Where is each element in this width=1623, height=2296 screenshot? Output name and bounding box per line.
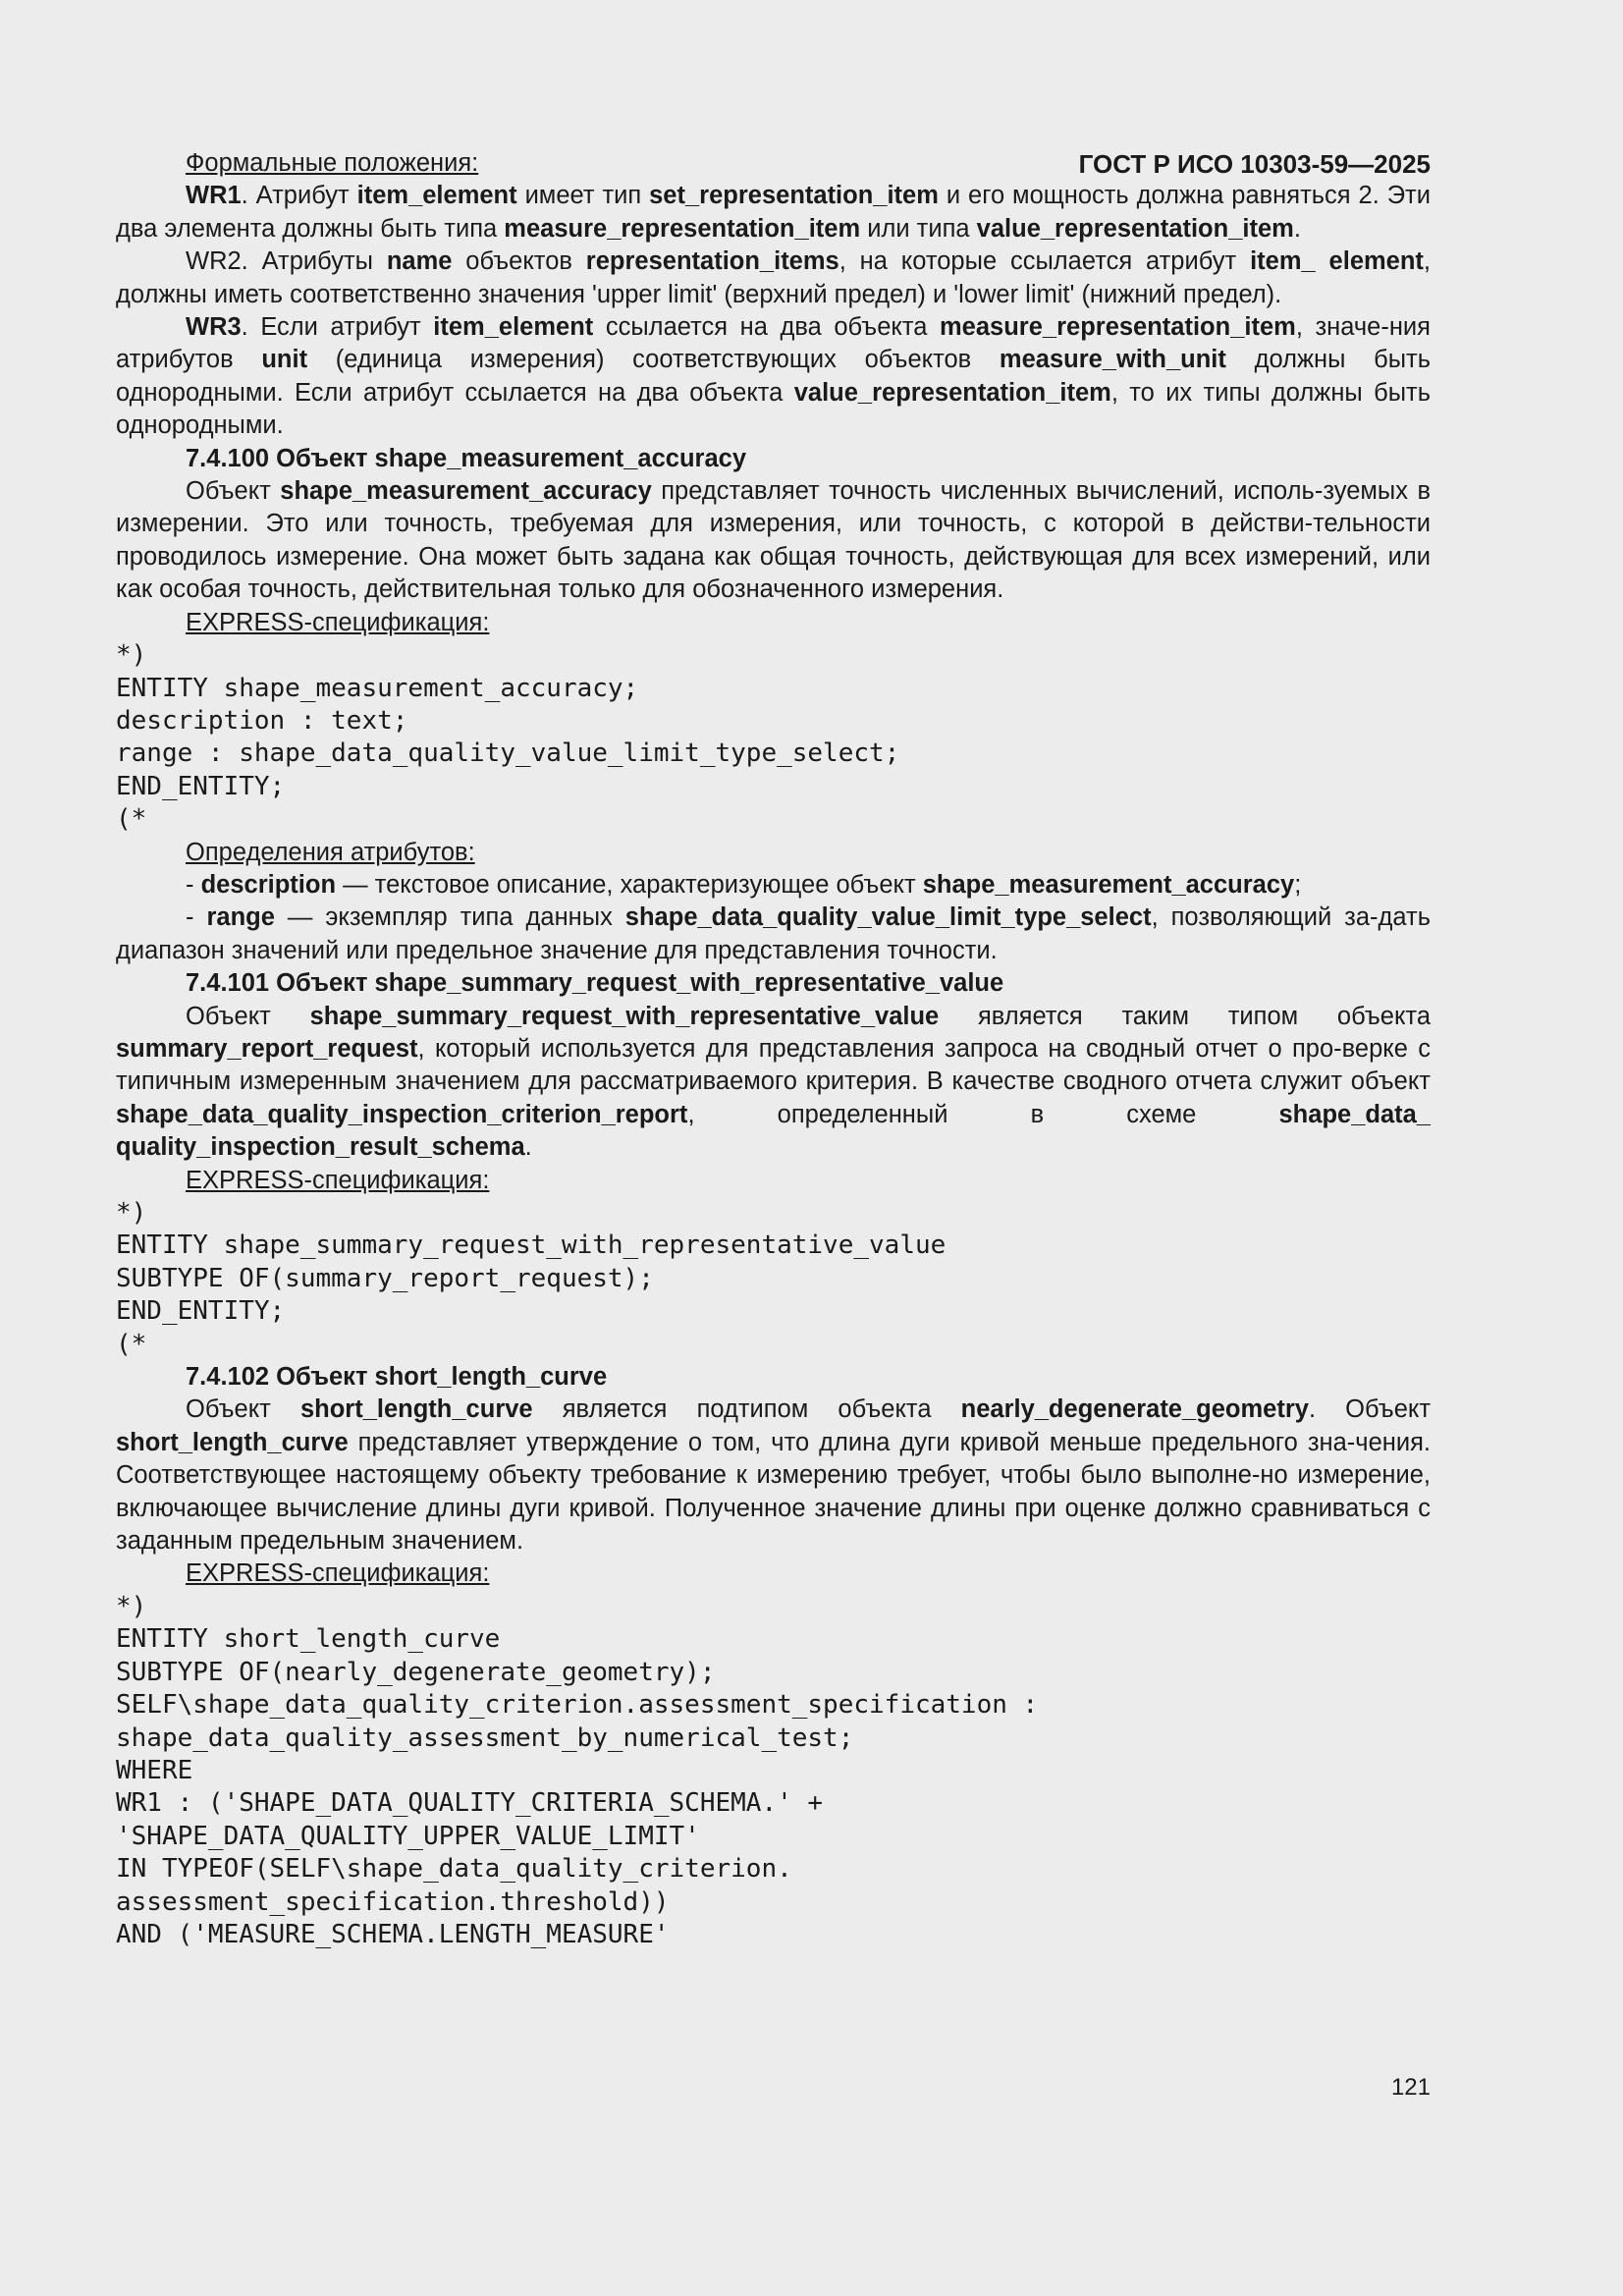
identifier-term: measure_representation_item: [504, 214, 861, 243]
page-number: 121: [1390, 2074, 1431, 2101]
code-line: ENTITY short_length_curve: [116, 1624, 501, 1655]
document-header: ГОСТ Р ИСО 10303-59—2025: [1078, 149, 1431, 179]
identifier-term: shape_data_quality_inspection_criterion_report: [116, 1100, 688, 1128]
code-line: AND ('MEASURE_SCHEMA.LENGTH_MEASURE': [116, 1919, 670, 1949]
text-run: ;: [1294, 870, 1302, 899]
text-run: является таким типом объекта: [939, 1002, 1431, 1030]
text-run: .: [1293, 214, 1301, 243]
identifier-term: shape_summary_request_with_representative_value: [309, 1002, 940, 1030]
identifier-term: set_representation_item: [649, 182, 939, 210]
text-run: . Атрибут: [241, 182, 357, 210]
page-body: [116, 147, 1431, 1951]
text-run: , то их типы должны быть однородными.: [116, 378, 1431, 440]
identifier-term: item_element: [356, 182, 517, 210]
text-run: является подтипом объекта: [532, 1395, 961, 1424]
code-line: IN TYPEOF(SELF\shape_data_quality_criterion.: [116, 1854, 792, 1885]
identifier-term: shape_data_ quality_inspection_result_schema: [116, 1100, 1431, 1162]
section-para-7-4-101: [116, 1001, 1431, 1165]
text-run: Объект: [186, 1002, 310, 1030]
text-run: представляет утверждение о том, что длина дуги кривой меньше предельного зна-чения. Соответствующее настоящему объекту требование к измерению требует, чтобы было выполне-но измерение, включающее вычисление длины дуги кривой. Полученное значение длины при оценке должно сравниваться с заданным предельным значением.: [116, 1428, 1431, 1556]
rule-wr3: [116, 311, 1431, 443]
text-run: -: [186, 870, 201, 899]
identifier-term: item_ element: [1250, 247, 1424, 276]
text-run: (единица измерения) соответствующих объектов: [307, 346, 1000, 374]
code-line: *): [116, 1198, 147, 1228]
code-line: shape_data_quality_assessment_by_numerical_test;: [116, 1722, 854, 1753]
identifier-term: value_representation_item: [976, 214, 1294, 243]
text-run: Объект: [186, 477, 281, 506]
code-line: SUBTYPE OF(nearly_degenerate_geometry);: [116, 1657, 716, 1687]
code-line: (*: [116, 804, 147, 835]
express-code-block: [116, 1591, 1431, 1951]
identifier-term: nearly_degenerate_geometry: [960, 1395, 1309, 1424]
text-run: WR2. Атрибуты: [186, 247, 387, 276]
identifier-term: shape_measurement_accuracy: [280, 477, 652, 506]
code-line: *): [116, 640, 147, 671]
code-line: ENTITY shape_measurement_accuracy;: [116, 673, 639, 703]
identifier-term: item_element: [433, 313, 594, 342]
text-run: — экземпляр типа данных: [274, 903, 625, 932]
text-run: имеет тип: [516, 182, 650, 210]
express-label: EXPRESS-спецификация:: [186, 1559, 490, 1588]
formal-heading: Формальные положения:: [186, 149, 479, 177]
text-run: , должны иметь соответственно значения 'upper limit' (верхний предел) и 'lower limit' (нижний предел).: [116, 247, 1432, 308]
attr-def-range: [116, 902, 1431, 967]
text-run: или типа: [860, 214, 977, 243]
text-run: , позволяющий за-дать диапазон значений или предельное значение для представления точности.: [116, 903, 1431, 964]
code-line: SELF\shape_data_quality_criterion.assessment_specification :: [116, 1690, 1039, 1721]
express-code-block: [116, 1197, 1431, 1361]
code-line: range : shape_data_quality_value_limit_type_select;: [116, 738, 900, 769]
identifier-term: representation_items: [585, 247, 839, 276]
code-line: SUBTYPE OF(summary_report_request);: [116, 1263, 654, 1293]
express-code-block: [116, 639, 1431, 836]
code-line: END_ENTITY;: [116, 1296, 286, 1327]
text-run: . Объект: [1308, 1395, 1431, 1424]
code-line: *): [116, 1591, 147, 1621]
code-line: 'SHAPE_DATA_QUALITY_UPPER_VALUE_LIMIT': [116, 1821, 700, 1851]
section-heading-7-4-101: 7.4.101 Объект shape_summary_request_with_representative_value: [186, 969, 1004, 998]
identifier-term: short_length_curve: [299, 1395, 533, 1424]
express-label: EXPRESS-спецификация:: [186, 1166, 490, 1194]
section-heading-7-4-100: 7.4.100 Объект shape_measurement_accuracy: [186, 444, 746, 472]
text-run: .: [524, 1133, 532, 1162]
text-run: ссылается на два объекта: [593, 313, 940, 342]
code-line: WHERE: [116, 1755, 193, 1785]
code-line: assessment_specification.threshold)): [116, 1886, 670, 1917]
text-run: должны быть однородными. Если атрибут ссылается на два объекта: [116, 346, 1432, 407]
text-run: , который используется для представления запроса на сводный отчет о про-верке с типичным измеренным значением для рассматриваемого критерия. В качестве сводного отчета служит объект: [116, 1034, 1431, 1096]
section-para-7-4-100: [116, 475, 1431, 607]
text-run: объектов: [452, 247, 586, 276]
code-line: description : text;: [116, 705, 408, 736]
code-line: WR1 : ('SHAPE_DATA_QUALITY_CRITERIA_SCHEMA.' +: [116, 1788, 824, 1819]
text-run: , определенный в схеме: [687, 1100, 1279, 1128]
text-run: представляет точность численных вычислений, исполь-зуемых в измерении. Это или точность, требуемая для измерения, или точность, с которой в действи-тельности проводилось измерение. Она может быть задана как общая точность, действующая для всех измерений, или как особая точность, действительная только для обозначенного измерения.: [116, 477, 1431, 604]
identifier-term: name: [386, 247, 453, 276]
text-run: , на которые ссылается атрибут: [839, 247, 1251, 276]
rule-wr1: [116, 180, 1431, 246]
code-line: (*: [116, 1329, 147, 1359]
text-run: -: [186, 903, 207, 932]
section-para-7-4-102: [116, 1394, 1431, 1558]
identifier-term: summary_report_request: [116, 1034, 418, 1063]
identifier-term: unit: [261, 346, 308, 374]
identifier-term: description: [200, 870, 337, 899]
identifier-term: range: [206, 903, 275, 932]
identifier-term: WR3: [186, 313, 242, 342]
identifier-term: measure_representation_item: [940, 313, 1296, 342]
identifier-term: measure_with_unit: [999, 346, 1226, 374]
identifier-term: WR1: [186, 182, 242, 210]
text-run: — текстовое описание, характеризующее объект: [336, 870, 923, 899]
text-run: , значе-ния атрибутов: [116, 313, 1431, 374]
identifier-term: value_representation_item: [793, 378, 1111, 407]
text-run: . Если атрибут: [241, 313, 434, 342]
attr-def-description: [116, 869, 1431, 902]
text-run: Объект: [186, 1395, 300, 1424]
rule-wr2: [116, 246, 1431, 311]
identifier-term: shape_measurement_accuracy: [922, 870, 1295, 899]
attr-def-label: Определения атрибутов:: [186, 838, 475, 866]
section-heading-7-4-102: 7.4.102 Объект short_length_curve: [186, 1363, 608, 1392]
code-line: ENTITY shape_summary_request_with_representative_value: [116, 1230, 947, 1261]
express-label: EXPRESS-спецификация:: [186, 608, 490, 636]
identifier-term: shape_data_quality_value_limit_type_select: [624, 903, 1152, 932]
text-run: и его мощность должна равняться 2. Эти два элемента должны быть типа: [116, 182, 1431, 243]
code-line: END_ENTITY;: [116, 771, 286, 801]
identifier-term: short_length_curve: [116, 1428, 349, 1456]
